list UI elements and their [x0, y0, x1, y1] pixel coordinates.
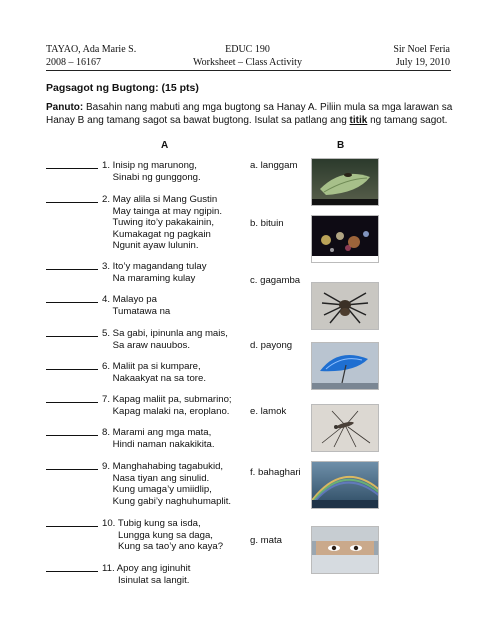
- answer-blank[interactable]: [46, 361, 98, 370]
- riddle-item: [46, 261, 207, 284]
- instructions-emphasis: titik: [349, 115, 368, 126]
- instructions-text-1: Basahin nang mabuti ang mga bugtong sa Hanay A. Piliin mula sa mga larawan sa Hanay B ang tamang sagot sa bawat bugtong. Isulat sa patlang ang: [46, 102, 453, 126]
- header-divider: [46, 70, 451, 71]
- riddle-item: [46, 461, 231, 507]
- answer-blank[interactable]: [46, 427, 98, 436]
- riddle-text: 5. Sa gabi, ipinunla ang mais, Sa araw nauubos.: [102, 328, 228, 351]
- worksheet-title: Pagsagot ng Bugtong: (15 pts): [46, 82, 199, 94]
- riddle-item: [46, 563, 190, 586]
- riddle-text: 8. Marami ang mga mata, Hindi naman nakakikita.: [102, 427, 215, 450]
- instructions: [46, 101, 456, 127]
- riddle-item: [46, 294, 170, 317]
- riddle-text: 2. May alila si Mang Gustin May tainga at may ngipin. Tuwing ito’y pakakainin, Kumakagat ng pagkain Ngunit ayaw lulunin.: [102, 194, 222, 252]
- riddle-text: 10. Tubig kung sa isda, Lungga kung sa daga, Kung sa tao’y ano kaya?: [102, 518, 224, 553]
- choice-label: c. gagamba: [250, 275, 301, 286]
- ant-on-leaf-photo: [311, 158, 379, 206]
- veiled-eyes-photo: [311, 526, 379, 574]
- answer-blank[interactable]: [46, 394, 98, 403]
- riddle-text: 1. Inisip ng marunong, Sinabi ng gunggong.: [102, 160, 201, 183]
- rainbow-photo: [311, 461, 379, 509]
- choice-label: e. lamok: [250, 406, 287, 417]
- answer-blank[interactable]: [46, 563, 98, 572]
- instructions-text-2: ng tamang sagot.: [367, 115, 448, 126]
- riddle-text: 3. Ito’y magandang tulay Na maraming kulay: [102, 261, 207, 284]
- answer-blank[interactable]: [46, 160, 98, 169]
- course-code: EDUC 190: [225, 44, 270, 55]
- umbrella-photo: [311, 342, 379, 390]
- answer-blank[interactable]: [46, 461, 98, 470]
- choice-label: b. bituin: [250, 218, 284, 229]
- riddle-item: [46, 194, 222, 252]
- answer-blank[interactable]: [46, 294, 98, 303]
- teacher-name: Sir Noel Feria: [393, 44, 450, 55]
- worksheet-label: Worksheet – Class Activity: [193, 57, 302, 68]
- column-a-heading: A: [161, 140, 169, 151]
- riddle-item: [46, 160, 201, 183]
- riddle-item: [46, 361, 206, 384]
- instructions-lead: Panuto:: [46, 102, 84, 113]
- answer-blank[interactable]: [46, 518, 98, 527]
- riddle-text: 11. Apoy ang iginuhit Isinulat sa langit.: [102, 563, 191, 586]
- riddle-item: [46, 427, 215, 450]
- riddle-text: 7. Kapag maliit pa, submarino; Kapag malaki na, eroplano.: [102, 394, 232, 417]
- riddle-item: [46, 518, 223, 553]
- riddle-text: 9. Manghahabing tagabukid, Nasa tiyan ang sinulid. Kung umaga’y umiidlip, Kung gabi’y naghuhumaplit.: [102, 461, 232, 507]
- choice-label: f. bahaghari: [250, 467, 301, 478]
- student-name: TAYAO, Ada Marie S.: [46, 44, 137, 55]
- riddle-text: 4. Malayo pa Tumatawa na: [102, 294, 171, 317]
- choice-label: d. payong: [250, 340, 293, 351]
- student-id: 2008 – 16167: [46, 57, 101, 68]
- worksheet-date: July 19, 2010: [395, 57, 450, 68]
- answer-blank[interactable]: [46, 261, 98, 270]
- riddle-item: [46, 328, 228, 351]
- mosquito-photo: [311, 404, 379, 452]
- column-b-heading: B: [337, 140, 345, 151]
- choice-label: g. mata: [250, 535, 282, 546]
- choice-label: a. langgam: [250, 160, 298, 171]
- answer-blank[interactable]: [46, 194, 98, 203]
- spider-photo: [311, 282, 379, 330]
- answer-blank[interactable]: [46, 328, 98, 337]
- riddle-text: 6. Maliit pa si kumpare, Nakaakyat na sa tore.: [102, 361, 206, 384]
- riddle-item: [46, 394, 232, 417]
- night-lights-photo: [311, 215, 379, 263]
